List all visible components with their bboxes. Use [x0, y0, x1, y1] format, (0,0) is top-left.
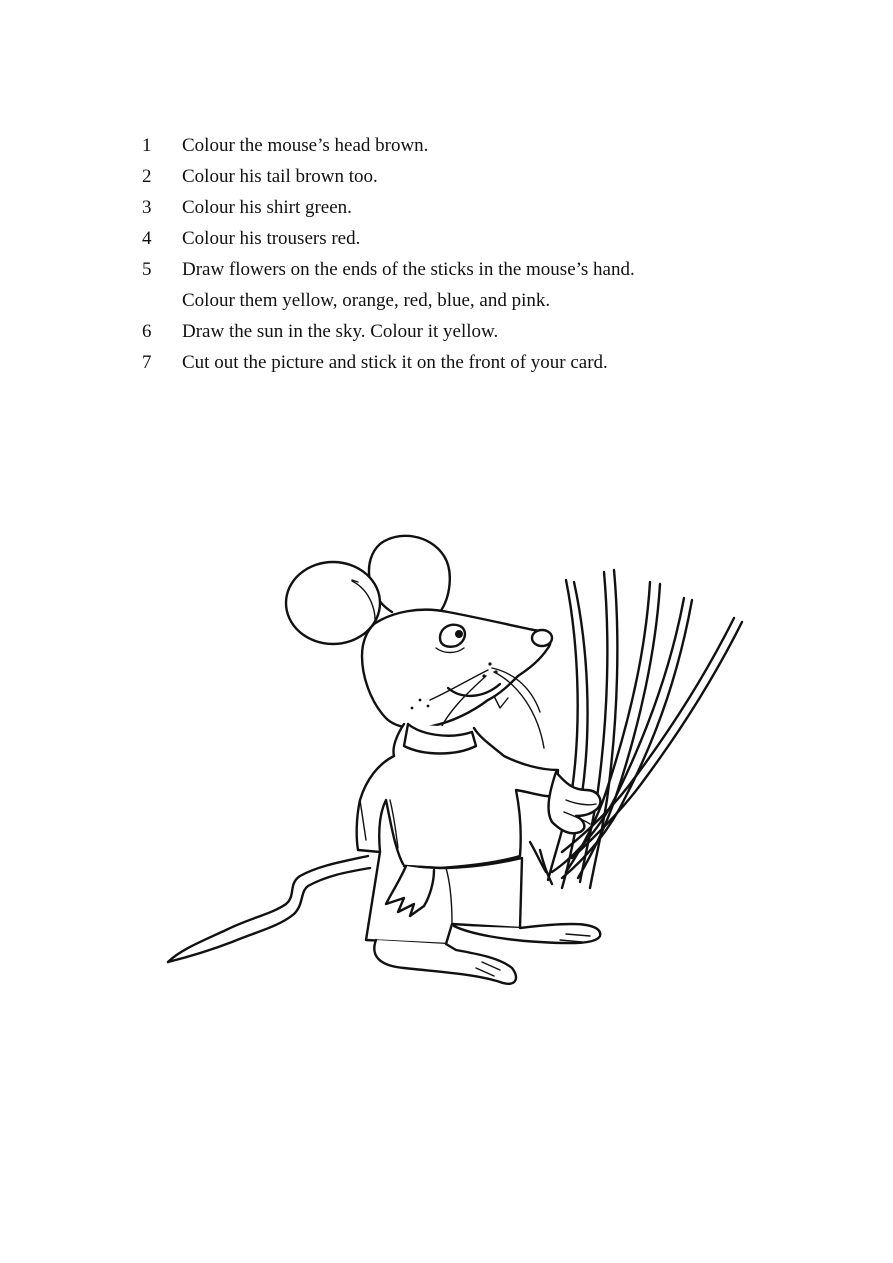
instruction-item	[140, 254, 780, 316]
instruction-text: Colour his trousers red.	[182, 228, 361, 249]
instruction-number: 1	[142, 135, 152, 156]
instruction-number: 7	[142, 352, 152, 373]
bunch-of-sticks	[530, 570, 742, 888]
instruction-number: 4	[142, 228, 152, 249]
mouse-line-drawing	[150, 520, 760, 1010]
instruction-text: Draw the sun in the sky. Colour it yellow.	[182, 321, 499, 342]
instruction-number: 3	[142, 197, 152, 218]
mouse-tail	[168, 856, 370, 962]
mouse-shirt	[357, 724, 558, 868]
instruction-number: 5	[142, 259, 152, 280]
instruction-item	[140, 130, 780, 161]
instruction-item	[140, 347, 780, 378]
instruction-item	[140, 161, 780, 192]
mouse-illustration	[150, 520, 760, 1010]
instruction-list	[140, 130, 780, 378]
instruction-text: Colour his shirt green.	[182, 197, 352, 218]
instruction-item	[140, 223, 780, 254]
instruction-item	[140, 316, 780, 347]
mouse-front-ear	[286, 562, 380, 644]
instruction-text: Cut out the picture and stick it on the front of your card.	[182, 352, 608, 373]
instruction-text: Draw flowers on the ends of the sticks in the mouse’s hand.	[182, 259, 635, 280]
instruction-text-continued: Colour them yellow, orange, red, blue, and pink.	[182, 290, 551, 311]
instruction-number: 6	[142, 321, 152, 342]
instruction-text: Colour his tail brown too.	[182, 166, 378, 187]
instruction-number: 2	[142, 166, 152, 187]
instruction-text: Colour the mouse’s head brown.	[182, 135, 429, 156]
instruction-item	[140, 192, 780, 223]
